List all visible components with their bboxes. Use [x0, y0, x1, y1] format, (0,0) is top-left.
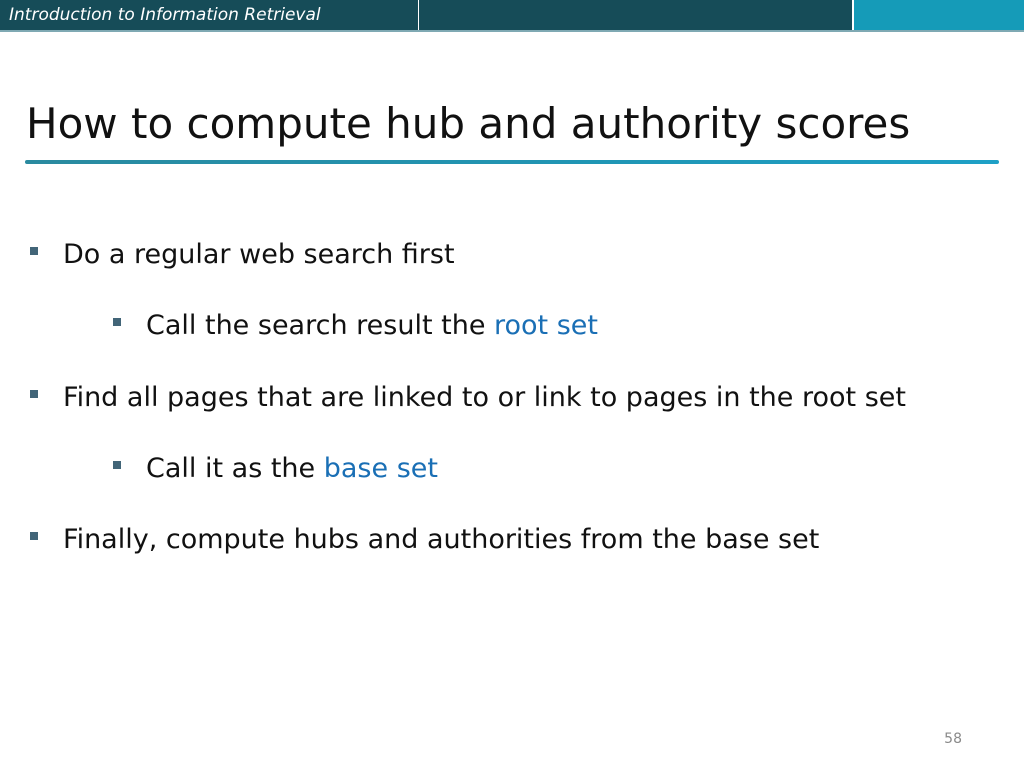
bullet-item — [63, 523, 819, 557]
bullet-highlight: root set — [494, 310, 598, 341]
header-divider — [0, 30, 1024, 32]
course-title: Introduction to Information Retrieval — [9, 5, 321, 25]
square-bullet-icon — [30, 247, 38, 255]
bullet-item — [63, 381, 906, 415]
title-underline — [25, 160, 999, 164]
sub-bullet-item — [146, 452, 438, 486]
square-bullet-icon — [113, 461, 121, 469]
square-bullet-icon — [30, 532, 38, 540]
sub-bullet-item — [146, 309, 598, 343]
square-bullet-icon — [113, 318, 121, 326]
header-segment-middle — [419, 0, 852, 30]
bullet-text: Finally, compute hubs and authorities from the base set — [63, 524, 820, 555]
header-segment-right — [854, 0, 1024, 30]
page-number: 58 — [944, 731, 962, 747]
bullet-highlight: base set — [323, 453, 438, 484]
bullet-text: Find all pages that are linked to or link to pages in the root set — [63, 382, 906, 413]
bullet-text: Call it as the — [146, 453, 324, 484]
bullet-text: Call the search result the — [146, 310, 495, 341]
header-bar — [0, 0, 1024, 32]
slide-title: How to compute hub and authority scores — [26, 99, 911, 148]
square-bullet-icon — [30, 390, 38, 398]
bullet-item — [63, 238, 455, 272]
bullet-text: Do a regular web search first — [63, 239, 455, 270]
